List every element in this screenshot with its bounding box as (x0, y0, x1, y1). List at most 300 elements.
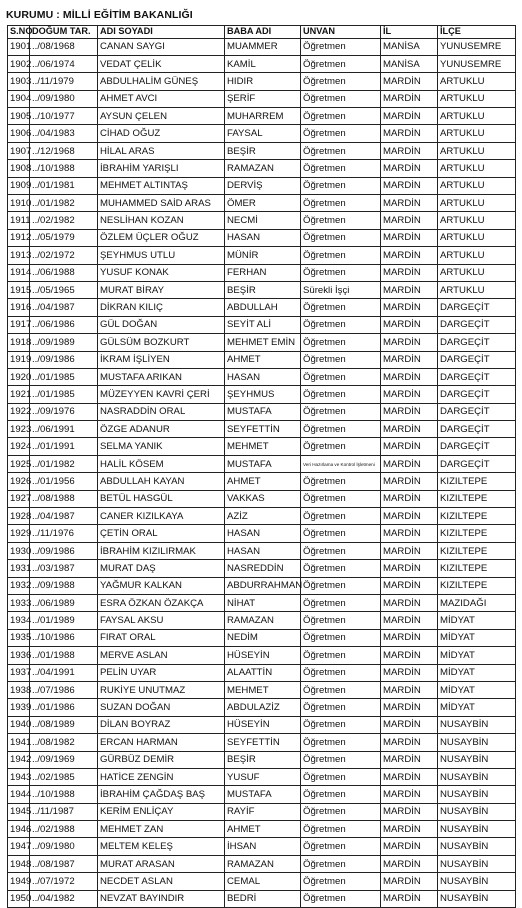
cell-dogum-tarihi: ../05/1965 (30, 281, 98, 298)
cell-adi-soyadi: ÖZGE ADANUR (98, 421, 225, 438)
cell-sno: 1916 (8, 299, 30, 316)
cell-unvan: Öğretmen (301, 542, 381, 559)
cell-sno: 1921 (8, 386, 30, 403)
cell-il: MARDİN (381, 577, 438, 594)
cell-ilce: NUSAYBİN (438, 821, 516, 838)
cell-ilce: NUSAYBİN (438, 751, 516, 768)
cell-dogum-tarihi: ../02/1982 (30, 212, 98, 229)
cell-ilce: DARGEÇİT (438, 299, 516, 316)
cell-adi-soyadi: ÖZLEM ÜÇLER OĞUZ (98, 229, 225, 246)
cell-adi-soyadi: SELMA YANIK (98, 438, 225, 455)
cell-unvan: Öğretmen (301, 195, 381, 212)
cell-dogum-tarihi: ../09/1989 (30, 334, 98, 351)
table-row (8, 90, 516, 107)
table-row (8, 403, 516, 420)
cell-baba-adi: YUSUF (225, 768, 301, 785)
cell-sno: 1904 (8, 90, 30, 107)
cell-unvan: Öğretmen (301, 873, 381, 890)
cell-adi-soyadi: CİHAD OĞUZ (98, 125, 225, 142)
table-row (8, 821, 516, 838)
document-heading: KURUMU : MİLLİ EĞİTİM BAKANLIĞI (6, 9, 193, 21)
cell-dogum-tarihi: ../04/1982 (30, 890, 98, 907)
cell-dogum-tarihi: ../08/1987 (30, 855, 98, 872)
cell-adi-soyadi: DİKRAN KILIÇ (98, 299, 225, 316)
column-header-sno: S.NO (8, 26, 30, 39)
cell-dogum-tarihi: ../11/1987 (30, 803, 98, 820)
cell-ilce: KIZILTEPE (438, 525, 516, 542)
cell-baba-adi: RAYİF (225, 803, 301, 820)
cell-baba-adi: RAMAZAN (225, 160, 301, 177)
cell-dogum-tarihi: ../02/1972 (30, 247, 98, 264)
table-row (8, 751, 516, 768)
cell-il: MARDİN (381, 142, 438, 159)
table-row (8, 351, 516, 368)
cell-il: MARDİN (381, 281, 438, 298)
cell-il: MARDİN (381, 664, 438, 681)
cell-baba-adi: MUAMMER (225, 38, 301, 55)
cell-dogum-tarihi: ../01/1988 (30, 647, 98, 664)
table-row (8, 212, 516, 229)
cell-il: MARDİN (381, 351, 438, 368)
cell-sno: 1929 (8, 525, 30, 542)
cell-dogum-tarihi: ../01/1982 (30, 195, 98, 212)
cell-adi-soyadi: RUKİYE UNUTMAZ (98, 681, 225, 698)
cell-baba-adi: SEYFETTİN (225, 734, 301, 751)
cell-adi-soyadi: FIRAT ORAL (98, 629, 225, 646)
cell-unvan: Öğretmen (301, 438, 381, 455)
cell-il: MARDİN (381, 386, 438, 403)
cell-ilce: ARTUKLU (438, 160, 516, 177)
cell-sno: 1931 (8, 560, 30, 577)
table-row (8, 421, 516, 438)
cell-adi-soyadi: NASRADDİN ORAL (98, 403, 225, 420)
cell-il: MARDİN (381, 229, 438, 246)
table-body (8, 38, 516, 908)
cell-sno: 1946 (8, 821, 30, 838)
cell-adi-soyadi: AHMET AVCI (98, 90, 225, 107)
table-row (8, 455, 516, 472)
cell-il: MARDİN (381, 403, 438, 420)
cell-unvan: Öğretmen (301, 629, 381, 646)
cell-sno: 1909 (8, 177, 30, 194)
cell-dogum-tarihi: ../07/1986 (30, 681, 98, 698)
cell-il: MARDİN (381, 821, 438, 838)
cell-adi-soyadi: FAYSAL AKSU (98, 612, 225, 629)
cell-baba-adi: MEHMET (225, 438, 301, 455)
cell-sno: 1949 (8, 873, 30, 890)
header-row (8, 26, 516, 39)
table-row (8, 55, 516, 72)
cell-ilce: KIZILTEPE (438, 577, 516, 594)
cell-ilce: DARGEÇİT (438, 386, 516, 403)
cell-adi-soyadi: HALİL KÖSEM (98, 455, 225, 472)
cell-sno: 1918 (8, 334, 30, 351)
cell-il: MARDİN (381, 681, 438, 698)
table-row (8, 786, 516, 803)
cell-baba-adi: ABDULAZİZ (225, 699, 301, 716)
table-row (8, 247, 516, 264)
cell-baba-adi: AHMET (225, 473, 301, 490)
cell-il: MARDİN (381, 316, 438, 333)
cell-ilce: MİDYAT (438, 612, 516, 629)
cell-baba-adi: BEŞİR (225, 751, 301, 768)
cell-il: MARDİN (381, 716, 438, 733)
cell-unvan: Öğretmen (301, 142, 381, 159)
cell-ilce: NUSAYBİN (438, 716, 516, 733)
cell-il: MARDİN (381, 768, 438, 785)
cell-adi-soyadi: ESRA ÖZKAN ÖZAKÇA (98, 595, 225, 612)
cell-sno: 1938 (8, 681, 30, 698)
cell-il: MARDİN (381, 160, 438, 177)
cell-baba-adi: ŞEYHMUS (225, 386, 301, 403)
cell-baba-adi: HIDIR (225, 73, 301, 90)
cell-il: MARDİN (381, 247, 438, 264)
cell-sno: 1913 (8, 247, 30, 264)
cell-dogum-tarihi: ../12/1968 (30, 142, 98, 159)
table-row (8, 125, 516, 142)
table-row (8, 525, 516, 542)
cell-adi-soyadi: ÇETİN ORAL (98, 525, 225, 542)
cell-unvan: Öğretmen (301, 38, 381, 55)
cell-baba-adi: MEHMET EMİN (225, 334, 301, 351)
cell-dogum-tarihi: ../06/1991 (30, 421, 98, 438)
cell-il: MARDİN (381, 647, 438, 664)
cell-il: MARDİN (381, 873, 438, 890)
table-row (8, 281, 516, 298)
cell-il: MARDİN (381, 786, 438, 803)
cell-ilce: ARTUKLU (438, 281, 516, 298)
cell-dogum-tarihi: ../09/1969 (30, 751, 98, 768)
cell-il: MARDİN (381, 525, 438, 542)
cell-dogum-tarihi: ../06/1974 (30, 55, 98, 72)
cell-dogum-tarihi: ../01/1985 (30, 386, 98, 403)
cell-il: MARDİN (381, 90, 438, 107)
cell-adi-soyadi: KERİM ENLİÇAY (98, 803, 225, 820)
cell-dogum-tarihi: ../08/1982 (30, 734, 98, 751)
cell-ilce: ARTUKLU (438, 125, 516, 142)
cell-sno: 1926 (8, 473, 30, 490)
cell-sno: 1939 (8, 699, 30, 716)
cell-ilce: ARTUKLU (438, 73, 516, 90)
cell-unvan: Öğretmen (301, 560, 381, 577)
cell-adi-soyadi: MUSTAFA ARIKAN (98, 368, 225, 385)
cell-baba-adi: MUSTAFA (225, 455, 301, 472)
table-row (8, 768, 516, 785)
cell-il: MARDİN (381, 438, 438, 455)
cell-dogum-tarihi: ../09/1986 (30, 542, 98, 559)
cell-sno: 1936 (8, 647, 30, 664)
cell-unvan: Öğretmen (301, 525, 381, 542)
cell-baba-adi: ABDULLAH (225, 299, 301, 316)
cell-baba-adi: ALAATTİN (225, 664, 301, 681)
table-row (8, 873, 516, 890)
cell-unvan: Öğretmen (301, 55, 381, 72)
cell-sno: 1911 (8, 212, 30, 229)
cell-ilce: MİDYAT (438, 699, 516, 716)
cell-baba-adi: AHMET (225, 351, 301, 368)
cell-unvan: Öğretmen (301, 890, 381, 907)
cell-dogum-tarihi: ../02/1985 (30, 768, 98, 785)
cell-ilce: MİDYAT (438, 681, 516, 698)
table-row (8, 195, 516, 212)
cell-dogum-tarihi: ../01/1956 (30, 473, 98, 490)
cell-adi-soyadi: SUZAN DOĞAN (98, 699, 225, 716)
column-header-il: İL (381, 26, 438, 39)
cell-adi-soyadi: ERCAN HARMAN (98, 734, 225, 751)
cell-adi-soyadi: CANER KIZILKAYA (98, 508, 225, 525)
cell-baba-adi: MUSTAFA (225, 786, 301, 803)
cell-dogum-tarihi: ../09/1980 (30, 838, 98, 855)
cell-il: MARDİN (381, 195, 438, 212)
personnel-table (7, 25, 516, 908)
table-row (8, 142, 516, 159)
cell-unvan: Öğretmen (301, 664, 381, 681)
cell-unvan: Öğretmen (301, 612, 381, 629)
cell-sno: 1903 (8, 73, 30, 90)
cell-dogum-tarihi: ../11/1979 (30, 73, 98, 90)
cell-dogum-tarihi: ../10/1988 (30, 160, 98, 177)
cell-il: MARDİN (381, 855, 438, 872)
cell-unvan: Öğretmen (301, 264, 381, 281)
cell-sno: 1920 (8, 368, 30, 385)
cell-ilce: DARGEÇİT (438, 316, 516, 333)
cell-il: MARDİN (381, 473, 438, 490)
cell-unvan: Öğretmen (301, 855, 381, 872)
cell-sno: 1944 (8, 786, 30, 803)
cell-adi-soyadi: PELİN UYAR (98, 664, 225, 681)
cell-ilce: KIZILTEPE (438, 473, 516, 490)
cell-baba-adi: FAYSAL (225, 125, 301, 142)
cell-ilce: NUSAYBİN (438, 803, 516, 820)
cell-dogum-tarihi: ../06/1989 (30, 595, 98, 612)
cell-il: MARDİN (381, 803, 438, 820)
cell-dogum-tarihi: ../01/1981 (30, 177, 98, 194)
cell-ilce: ARTUKLU (438, 264, 516, 281)
cell-sno: 1922 (8, 403, 30, 420)
cell-adi-soyadi: HİLAL ARAS (98, 142, 225, 159)
cell-il: MARDİN (381, 560, 438, 577)
cell-dogum-tarihi: ../01/1986 (30, 699, 98, 716)
cell-ilce: DARGEÇİT (438, 368, 516, 385)
cell-dogum-tarihi: ../04/1991 (30, 664, 98, 681)
cell-adi-soyadi: MEHMET ALTINTAŞ (98, 177, 225, 194)
cell-baba-adi: BEŞİR (225, 281, 301, 298)
cell-unvan: Öğretmen (301, 351, 381, 368)
cell-unvan: Öğretmen (301, 90, 381, 107)
table-row (8, 664, 516, 681)
cell-ilce: DARGEÇİT (438, 403, 516, 420)
table-row (8, 334, 516, 351)
table-row (8, 560, 516, 577)
cell-unvan: Öğretmen (301, 160, 381, 177)
cell-sno: 1943 (8, 768, 30, 785)
cell-unvan: Öğretmen (301, 577, 381, 594)
cell-baba-adi: SEYİT ALİ (225, 316, 301, 333)
cell-baba-adi: ÖMER (225, 195, 301, 212)
cell-il: MANİSA (381, 55, 438, 72)
cell-adi-soyadi: NECDET ASLAN (98, 873, 225, 890)
cell-baba-adi: VAKKAS (225, 490, 301, 507)
cell-baba-adi: NECMİ (225, 212, 301, 229)
cell-ilce: YUNUSEMRE (438, 55, 516, 72)
cell-baba-adi: HASAN (225, 525, 301, 542)
cell-unvan: Öğretmen (301, 177, 381, 194)
cell-dogum-tarihi: ../09/1976 (30, 403, 98, 420)
cell-sno: 1945 (8, 803, 30, 820)
column-header-unvan: UNVAN (301, 26, 381, 39)
cell-ilce: ARTUKLU (438, 108, 516, 125)
cell-baba-adi: DERVİŞ (225, 177, 301, 194)
cell-ilce: DARGEÇİT (438, 421, 516, 438)
cell-adi-soyadi: YUSUF KONAK (98, 264, 225, 281)
cell-il: MARDİN (381, 177, 438, 194)
table-row (8, 629, 516, 646)
cell-adi-soyadi: MERVE ASLAN (98, 647, 225, 664)
table-row (8, 577, 516, 594)
cell-sno: 1937 (8, 664, 30, 681)
cell-dogum-tarihi: ../01/1991 (30, 438, 98, 455)
cell-il: MARDİN (381, 508, 438, 525)
cell-adi-soyadi: İBRAHİM YARIŞLI (98, 160, 225, 177)
cell-dogum-tarihi: ../01/1989 (30, 612, 98, 629)
cell-unvan: Öğretmen (301, 229, 381, 246)
table-row (8, 38, 516, 55)
cell-unvan: Öğretmen (301, 421, 381, 438)
cell-dogum-tarihi: ../10/1977 (30, 108, 98, 125)
cell-baba-adi: HÜSEYİN (225, 647, 301, 664)
cell-adi-soyadi: ABDULHALİM GÜNEŞ (98, 73, 225, 90)
cell-il: MARDİN (381, 699, 438, 716)
cell-baba-adi: MUSTAFA (225, 403, 301, 420)
cell-baba-adi: HASAN (225, 542, 301, 559)
cell-sno: 1933 (8, 595, 30, 612)
cell-adi-soyadi: MURAT DAŞ (98, 560, 225, 577)
cell-sno: 1917 (8, 316, 30, 333)
cell-unvan: Öğretmen (301, 681, 381, 698)
cell-unvan: Öğretmen (301, 334, 381, 351)
cell-adi-soyadi: VEDAT ÇELİK (98, 55, 225, 72)
cell-unvan: Öğretmen (301, 838, 381, 855)
cell-sno: 1924 (8, 438, 30, 455)
cell-sno: 1947 (8, 838, 30, 855)
table-row (8, 855, 516, 872)
cell-sno: 1930 (8, 542, 30, 559)
cell-unvan: Öğretmen (301, 368, 381, 385)
cell-sno: 1908 (8, 160, 30, 177)
cell-dogum-tarihi: ../09/1986 (30, 351, 98, 368)
cell-sno: 1934 (8, 612, 30, 629)
table-row (8, 612, 516, 629)
cell-dogum-tarihi: ../08/1988 (30, 490, 98, 507)
cell-adi-soyadi: NESLİHAN KOZAN (98, 212, 225, 229)
cell-dogum-tarihi: ../10/1988 (30, 786, 98, 803)
cell-adi-soyadi: MUHAMMED SAİD ARAS (98, 195, 225, 212)
cell-sno: 1901 (8, 38, 30, 55)
cell-sno: 1919 (8, 351, 30, 368)
cell-sno: 1927 (8, 490, 30, 507)
cell-il: MARDİN (381, 734, 438, 751)
table-row (8, 542, 516, 559)
cell-unvan: Öğretmen (301, 108, 381, 125)
cell-baba-adi: ABDURRAHMAN (225, 577, 301, 594)
cell-ilce: ARTUKLU (438, 177, 516, 194)
column-header-baba-adi: BABA ADI (225, 26, 301, 39)
cell-dogum-tarihi: ../07/1972 (30, 873, 98, 890)
cell-adi-soyadi: GÜLSÜM BOZKURT (98, 334, 225, 351)
cell-adi-soyadi: ŞEYHMUS UTLU (98, 247, 225, 264)
cell-il: MARDİN (381, 490, 438, 507)
cell-unvan: Öğretmen (301, 751, 381, 768)
cell-ilce: NUSAYBİN (438, 786, 516, 803)
table-row (8, 890, 516, 907)
cell-baba-adi: MÜNİR (225, 247, 301, 264)
cell-baba-adi: NİHAT (225, 595, 301, 612)
cell-adi-soyadi: CANAN SAYGI (98, 38, 225, 55)
cell-sno: 1923 (8, 421, 30, 438)
cell-ilce: KIZILTEPE (438, 542, 516, 559)
cell-adi-soyadi: HATİCE ZENGİN (98, 768, 225, 785)
cell-dogum-tarihi: ../04/1983 (30, 125, 98, 142)
table-row (8, 73, 516, 90)
cell-adi-soyadi: MEHMET ZAN (98, 821, 225, 838)
cell-adi-soyadi: NEVZAT BAYINDIR (98, 890, 225, 907)
cell-unvan (301, 455, 381, 472)
cell-sno: 1914 (8, 264, 30, 281)
cell-sno: 1928 (8, 508, 30, 525)
cell-unvan: Öğretmen (301, 821, 381, 838)
cell-baba-adi: SEYFETTİN (225, 421, 301, 438)
cell-il: MARDİN (381, 108, 438, 125)
table-row (8, 803, 516, 820)
cell-sno: 1950 (8, 890, 30, 907)
cell-adi-soyadi: İKRAM İŞLİYEN (98, 351, 225, 368)
cell-ilce: KIZILTEPE (438, 508, 516, 525)
cell-baba-adi: HASAN (225, 229, 301, 246)
column-header-adi-soyadi: ADI SOYADI (98, 26, 225, 39)
cell-unvan: Öğretmen (301, 699, 381, 716)
cell-ilce: ARTUKLU (438, 90, 516, 107)
table-row (8, 838, 516, 855)
cell-ilce: MİDYAT (438, 647, 516, 664)
cell-il: MARDİN (381, 368, 438, 385)
cell-sno: 1915 (8, 281, 30, 298)
cell-dogum-tarihi: ../06/1988 (30, 264, 98, 281)
cell-unvan: Öğretmen (301, 490, 381, 507)
cell-adi-soyadi: ABDULLAH KAYAN (98, 473, 225, 490)
table-row (8, 699, 516, 716)
cell-dogum-tarihi: ../04/1987 (30, 508, 98, 525)
table-row (8, 716, 516, 733)
cell-unvan: Öğretmen (301, 125, 381, 142)
cell-ilce: NUSAYBİN (438, 873, 516, 890)
table-row (8, 316, 516, 333)
cell-sno: 1902 (8, 55, 30, 72)
cell-sno: 1941 (8, 734, 30, 751)
cell-ilce: KIZILTEPE (438, 560, 516, 577)
cell-baba-adi: RAMAZAN (225, 855, 301, 872)
cell-baba-adi: NASREDDİN (225, 560, 301, 577)
table-row (8, 647, 516, 664)
cell-baba-adi: MEHMET (225, 681, 301, 698)
cell-il: MARDİN (381, 455, 438, 472)
table-row (8, 264, 516, 281)
cell-unvan: Öğretmen (301, 212, 381, 229)
cell-baba-adi: BEŞİR (225, 142, 301, 159)
cell-sno: 1925 (8, 455, 30, 472)
cell-il: MARDİN (381, 629, 438, 646)
table-row (8, 108, 516, 125)
cell-sno: 1948 (8, 855, 30, 872)
